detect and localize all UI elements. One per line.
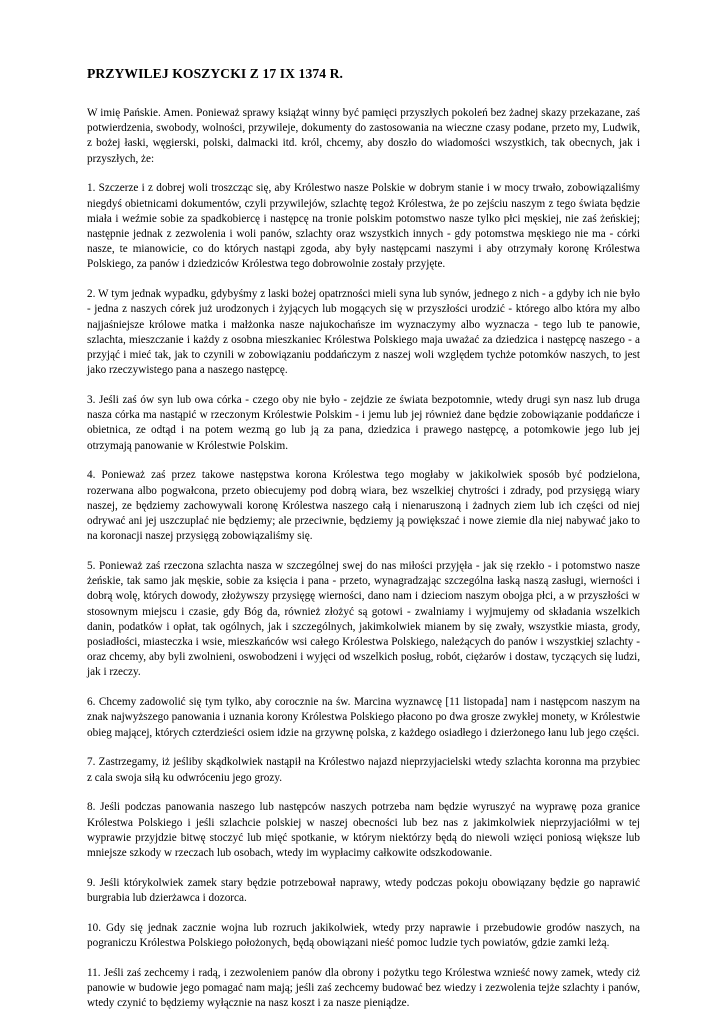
paragraph-3: 3. Jeśli zaś ów syn lub owa córka - czego oby nie było - zejdzie ze świata bezpotomnie, wtedy drugi syn nasz lub druga nasza córka ma nastąpić w rzeczonym Królestwie Polskim - i jemu lub jej również dane będzie zobowiązanie poddańcze i obietnica, ze odtąd i na potem wezmą go lub ją za pana, dziedzica i prawego następcę, a potomkowie jego lub jej otrzymają panowanie w Królestwie Polskim. <box>87 394 640 452</box>
paragraph-10: 10. Gdy się jednak zacznie wojna lub rozruch jakikolwiek, wtedy przy naprawie i przebudowie grodów naszych, na pograniczu Królestwa Polskiego położonych, będą obowiązani nieść pomoc ludzie tych powiatów, gdzie zamki leżą. <box>87 921 640 950</box>
paragraph-6: 6. Chcemy zadowolić się tym tylko, aby corocznie na św. Marcina wyznawcę [11 listopada] nam i następcom naszym na znak najwyższego panowania i uznania korony Królestwa Polskiego płacono po dwa grosze zwykłej monety, w Królestwie obieg mającej, których czterdzieści osiem idzie na grzywnę polska, z każdego osiadłego i dzierżonego łanu lub jego części. <box>87 696 640 739</box>
paragraph-8: 8. Jeśli podczas panowania naszego lub następców naszych potrzeba nam będzie wyruszyć na wyprawę poza granice Królestwa Polskiego i jeśli szlachcie polskiej w naszej obecności lub bez nas z jakimkolwiek nieprzyjaciółmi w tej wyprawie przyjdzie bitwę stoczyć lub mięć spotkanie, w którym niektórzy będą do niewoli wzięci poniosą większe lub mniejsze szkody w rzeczach lub osobach, wtedy im wypłacimy całkowite odszkodowanie. <box>87 801 640 860</box>
paragraph-2: 2. W tym jednak wypadku, gdybyśmy z laski bożej opatrzności mieli syna lub synów, jednego z nich - a gdyby ich nie było - jedna z naszych córek już urodzonych i żyjących lub mogących się w przyszłości urodzić - którego albo która my albo najjaśniejsze królowe matka i małżonka nasze najukochańsze im wyznaczymy albo wyznacza - tego lub te panowie, szlachta, mieszczanie i każdy z osobna mieszkaniec Królestwa Polskiego maja uważać za dziedzica i następcę naszego - a przyjąć i mieć tak, jak to czynili w zobowiązaniu poddańczym z naszej woli względem tychże potomków naszych, to jest jako rzeczywistego pana a naszego następcę. <box>87 288 640 377</box>
paragraph-4: 4. Ponieważ zaś przez takowe następstwa korona Królestwa tego mogłaby w jakikolwiek sposób być podzielona, rozerwana albo pogwałcona, przeto obiecujemy pod dobrą wiara, bez wszelkiej chytrości i zdrady, pod przysięgą wiary naszej, ze będziemy zachowywali koronę Królestwa naszego całą i nienaruszoną i żadnych ziem lub ich części od niej odrywać ani jej uszczuplać nie będziemy; ale przeciwnie, będziemy ją powiększać i nowe ziemie dla niej nabywać jako to na koronacji naszej przysięgą zobowiązaliśmy się. <box>87 469 640 543</box>
paragraph-1: 1. Szczerze i z dobrej woli troszcząc się, aby Królestwo nasze Polskie w dobrym stanie i w mocy trwało, zobowiązaliśmy niegdyś obietnicami dokumentów, czyli przywilejów, szlachtę tegoż Królestwa, że po zejściu naszym z tego świata będzie miała i weźmie sobie za spadkobiercę i następcę na tronie polskim potomstwo nasze tylko płci męskiej, nie zaś żeńskiej; następnie jednak z zezwolenia i woli panów, szlachty oraz wszystkich innych - gdy potomstwa męskiego nie ma - córki nasze, te mianowicie, co do których nastąpi zgoda, aby były następcami naszymi i aby otrzymały koronę Królestwa Polskiego, za panów i dziedziców Królestwa tego dobrowolnie zostały przyjęte. <box>87 182 640 271</box>
paragraph-7: 7. Zastrzegamy, iż jeśliby skądkolwiek nastąpił na Królestwo najazd nieprzyjacielski wtedy szlachta koronna ma przybiec z cala swoja siłą ku odwróceniu jego grozy. <box>87 756 640 784</box>
document-title: PRZYWILEJ KOSZYCKI Z 17 IX 1374 R. <box>87 66 344 81</box>
paragraph-preamble: W imię Pańskie. Amen. Ponieważ sprawy książąt winny być pamięci przyszłych pokoleń bez żadnej skazy przekazane, zaś potwierdzenia, swobody, wolności, przywileje, dokumenty do zastosowania na wieczne czasy podane, przeto my, Ludwik, z bożej łaski, węgierski, polski, dalmacki itd. król, chcemy, aby doszło do wiadomości wszystkich, tak obecnych, jak i przyszłych, że: <box>87 107 640 165</box>
paragraph-5: 5. Ponieważ zaś rzeczona szlachta nasza w szczególnej swej do nas miłości przyjęła - jak się rzekło - i potomstwo nasze żeńskie, tak samo jak męskie, sobie za księcia i pana - przeto, wynagradzając szczególna łaską naszą zasługi, wierności i dobrą wolę, których dowody, złożywszy przysięgę wierności, dano nam i dzieciom naszym obojga płci, a w przyszłości w stosownym miejscu i czasie, gdy Bóg da, również złożyć są gotowi - zwalniamy i wyjmujemy od składania wszelkich danin, podatków i opłat, tak ogólnych, jak i szczególnych, jakimkolwiek mianem by się zwały, wszystkie miasta, grody, posiadłości, miasteczka i wsie, mieszkańców wsi całego Królestwa Polskiego, należących do panów i wszystkiej szlachty - oraz chcemy, aby byli zwolnieni, oswobodzeni i wyjęci od wszelkich posług, robót, ciężarów i dostaw, tyczących się ludzi, jak i rzeczy. <box>87 560 640 679</box>
paragraph-9: 9. Jeśli którykolwiek zamek stary będzie potrzebował naprawy, wtedy podczas pokoju obowiązany będzie go naprawić burgrabia lub dzierżawca i dozorca. <box>87 876 640 905</box>
document-body <box>87 106 640 1026</box>
paragraph-11: 11. Jeśli zaś zechcemy i radą, i zezwoleniem panów dla obrony i pożytku tego Królestwa wznieść nowy zamek, wtedy ciż panowie w budowie jego pomagać nam mają; jeśli zaś zechcemy budować bez wiedzy i zezwolenia tejże szlachty i panów, wtedy czynić to będziemy wyłącznie na nasz koszt i za nasze pieniądze. <box>87 966 640 1010</box>
